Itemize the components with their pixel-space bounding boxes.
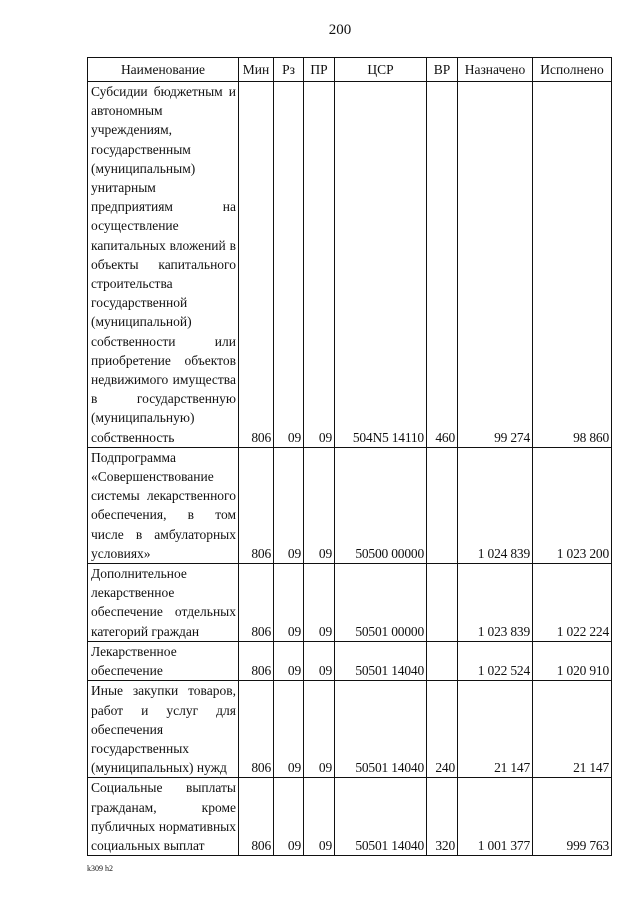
row-pr: 09 xyxy=(304,778,335,856)
row-executed: 98 860 xyxy=(533,82,612,448)
row-vr: 240 xyxy=(427,681,458,778)
row-executed: 1 020 910 xyxy=(533,641,612,680)
row-assigned: 1 022 524 xyxy=(458,641,533,680)
header-csr: ЦСР xyxy=(335,58,427,82)
header-vr: ВР xyxy=(427,58,458,82)
row-rz: 09 xyxy=(274,564,304,642)
table-row xyxy=(88,681,612,778)
table-row xyxy=(88,564,612,642)
row-name: Подпрограмма «Совершенствование системы лекарственного обеспечения, в том числе в амбулаторных условиях» xyxy=(88,447,239,563)
row-min: 806 xyxy=(239,778,274,856)
header-pr: ПР xyxy=(304,58,335,82)
row-rz: 09 xyxy=(274,681,304,778)
row-executed: 999 763 xyxy=(533,778,612,856)
table-row xyxy=(88,82,612,448)
row-name: Субсидии бюджетным и автономным учреждениям, государственным (муниципальным) унитарным предприятиям на осуществление капитальных вложений в объекты капитального строительства государственной (муниципальной) собственности или приобретение объектов недвижимого имущества в государственную (муниципальную) собственность xyxy=(88,82,239,448)
row-assigned: 1 001 377 xyxy=(458,778,533,856)
page-number: 200 xyxy=(328,22,352,38)
footer-code: k309 h2 xyxy=(87,864,113,873)
row-csr: 50501 14040 xyxy=(335,778,427,856)
row-min: 806 xyxy=(239,82,274,448)
header-executed: Исполнено xyxy=(533,58,612,82)
row-vr: 460 xyxy=(427,82,458,448)
header-assigned: Назначено xyxy=(458,58,533,82)
row-name: Социальные выплаты гражданам, кроме публичных нормативных социальных выплат xyxy=(88,778,239,856)
row-assigned: 1 024 839 xyxy=(458,447,533,563)
header-rz: Рз xyxy=(274,58,304,82)
row-rz: 09 xyxy=(274,447,304,563)
row-min: 806 xyxy=(239,641,274,680)
header-min: Мин xyxy=(239,58,274,82)
table-row xyxy=(88,447,612,563)
row-vr xyxy=(427,564,458,642)
table-header-row xyxy=(88,58,612,82)
header-name: Наименование xyxy=(88,58,239,82)
row-vr xyxy=(427,447,458,563)
row-pr: 09 xyxy=(304,681,335,778)
row-assigned: 21 147 xyxy=(458,681,533,778)
row-csr: 50501 14040 xyxy=(335,641,427,680)
row-name: Лекарственное обеспечение xyxy=(88,641,239,680)
row-min: 806 xyxy=(239,681,274,778)
row-executed: 1 023 200 xyxy=(533,447,612,563)
row-rz: 09 xyxy=(274,778,304,856)
row-csr: 50500 00000 xyxy=(335,447,427,563)
row-name: Иные закупки товаров, работ и услуг для обеспечения государственных (муниципальных) нужд xyxy=(88,681,239,778)
row-csr: 504N5 14110 xyxy=(335,82,427,448)
table-row xyxy=(88,641,612,680)
row-assigned: 99 274 xyxy=(458,82,533,448)
row-min: 806 xyxy=(239,447,274,563)
row-executed: 1 022 224 xyxy=(533,564,612,642)
row-pr: 09 xyxy=(304,82,335,448)
row-min: 806 xyxy=(239,564,274,642)
row-executed: 21 147 xyxy=(533,681,612,778)
budget-table xyxy=(87,57,612,856)
row-vr xyxy=(427,641,458,680)
table-row xyxy=(88,778,612,856)
row-pr: 09 xyxy=(304,564,335,642)
row-pr: 09 xyxy=(304,447,335,563)
row-assigned: 1 023 839 xyxy=(458,564,533,642)
row-pr: 09 xyxy=(304,641,335,680)
row-csr: 50501 00000 xyxy=(335,564,427,642)
row-rz: 09 xyxy=(274,82,304,448)
row-csr: 50501 14040 xyxy=(335,681,427,778)
row-vr: 320 xyxy=(427,778,458,856)
row-rz: 09 xyxy=(274,641,304,680)
row-name: Дополнительное лекарственное обеспечение отдельных категорий граждан xyxy=(88,564,239,642)
